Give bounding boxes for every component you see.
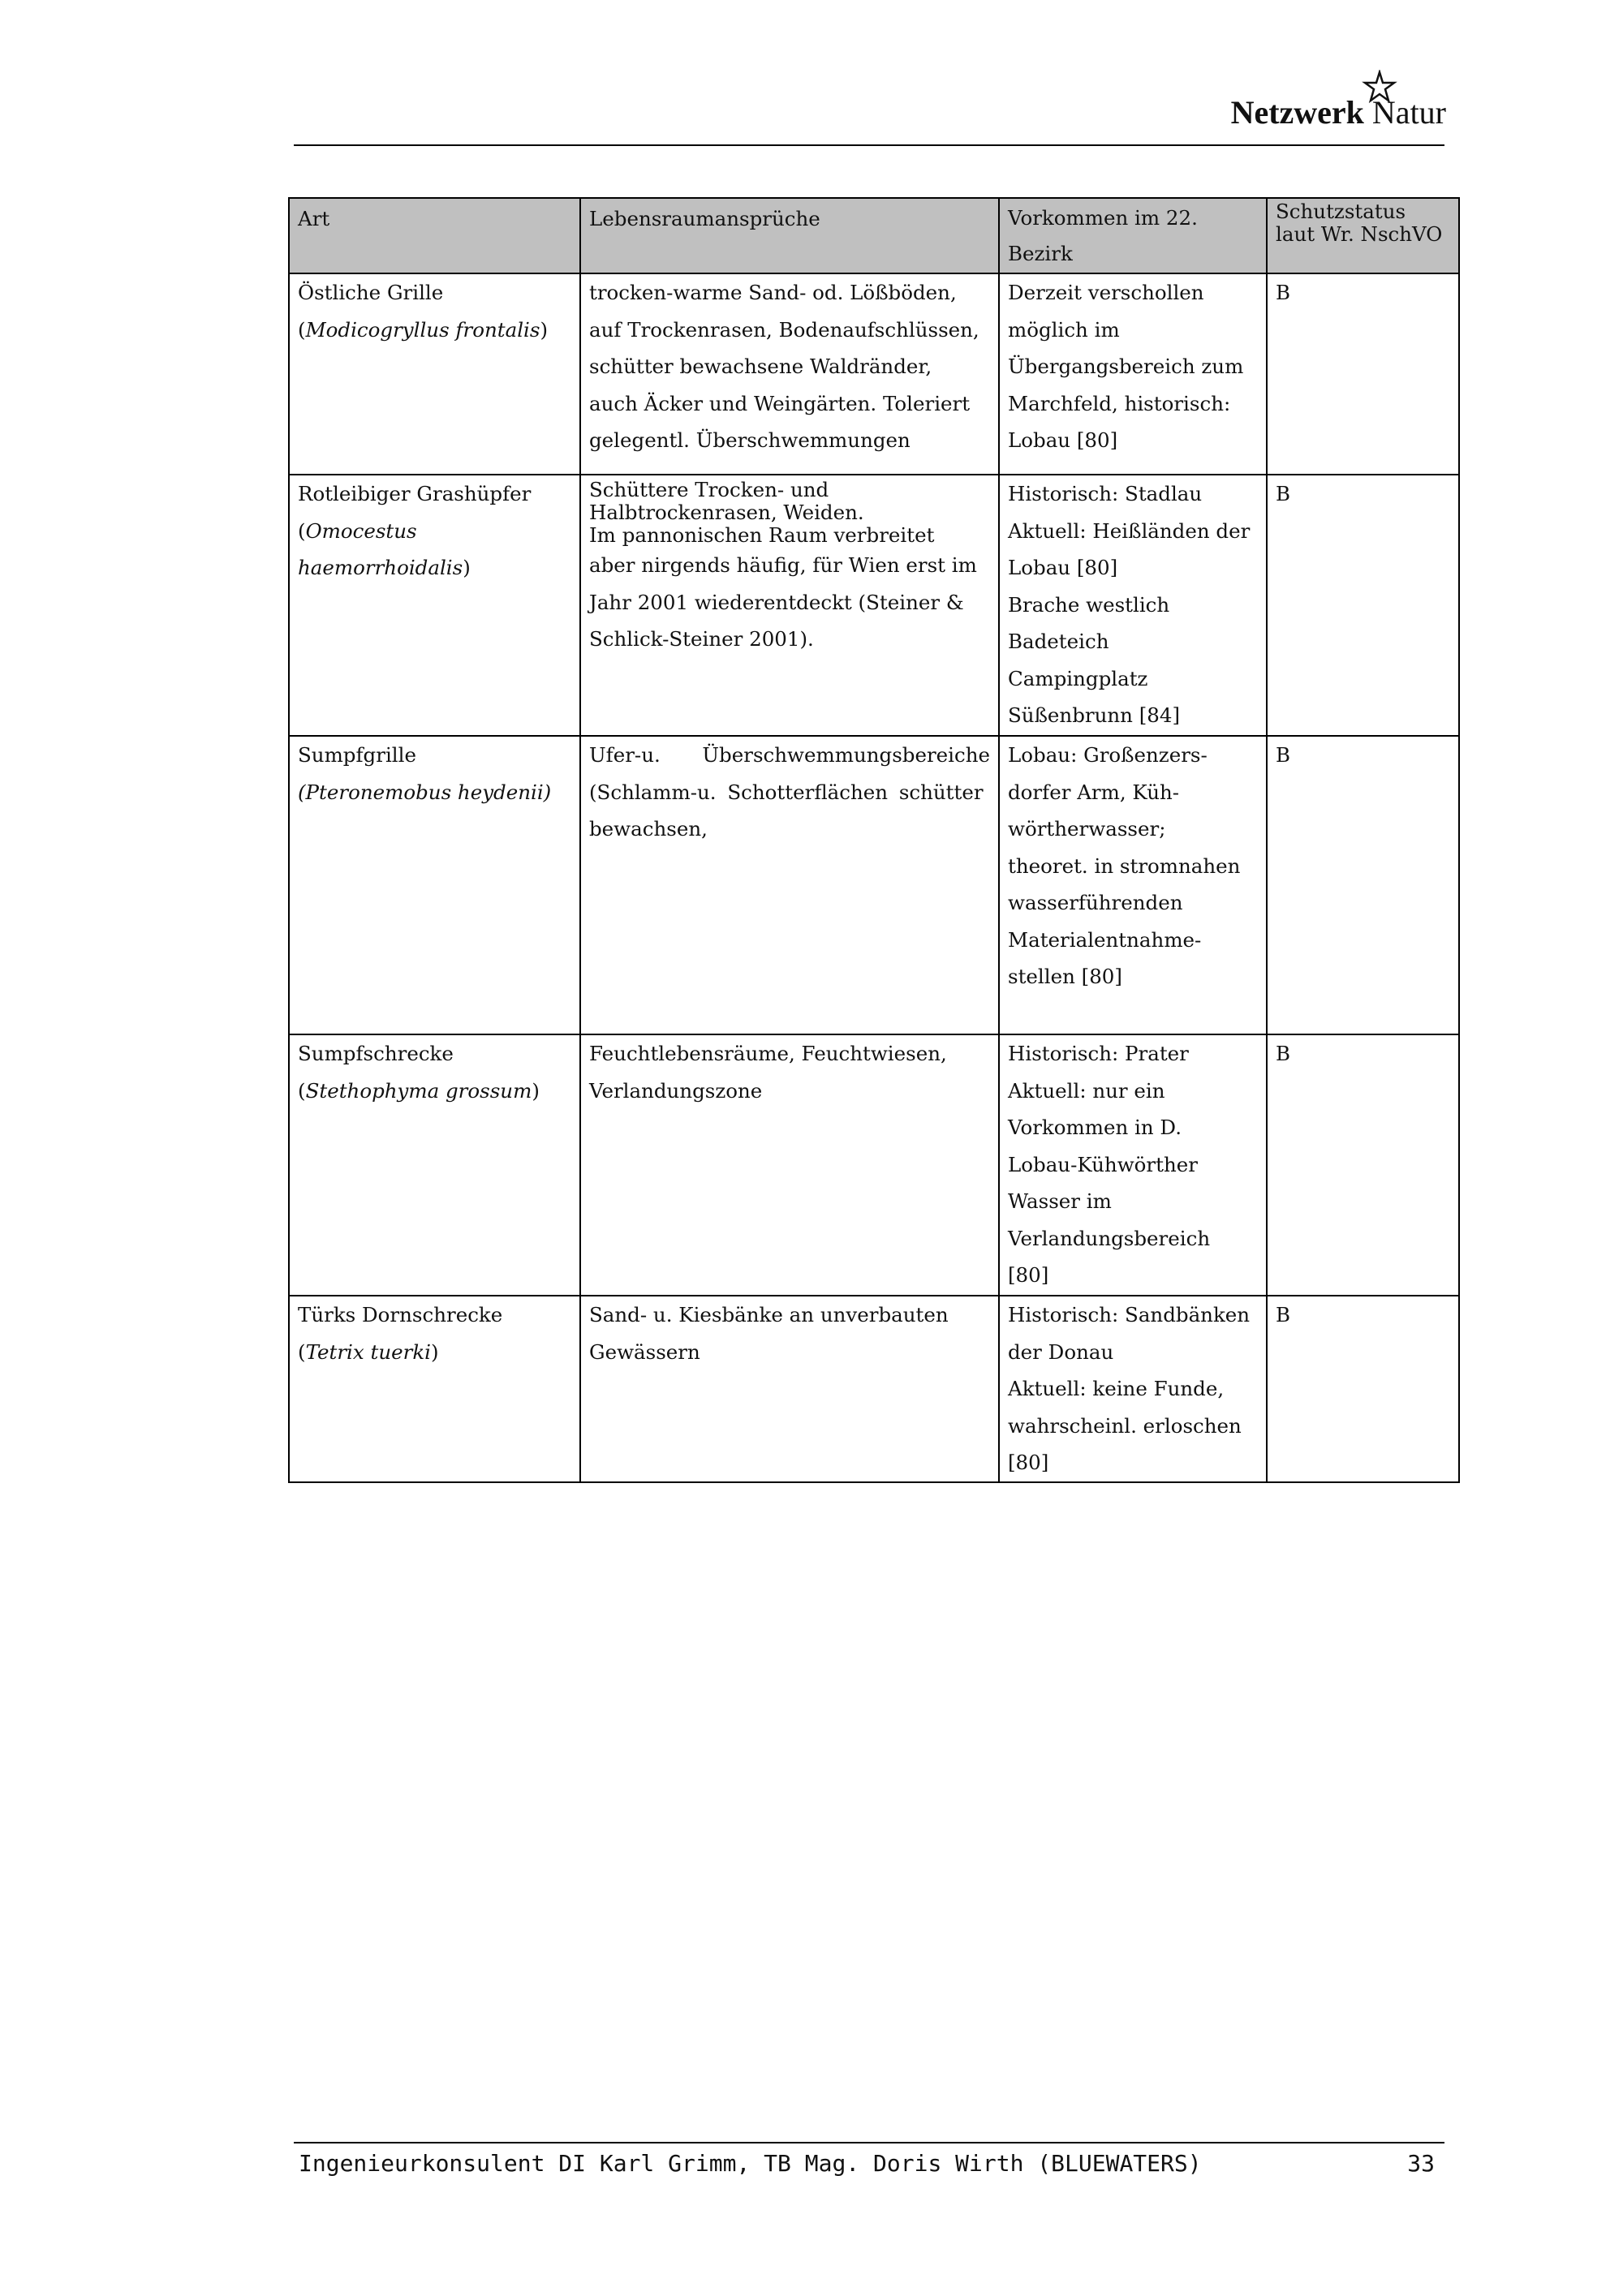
cell-status: B (1267, 736, 1459, 1034)
page-number: 33 (1407, 2150, 1435, 2177)
cell-vorkommen: Historisch: Stadlau Aktuell: Heißländen der Lobau [80] Brache westlich Badeteich Campingplatz Süßenbrunn [84] (999, 475, 1267, 736)
cell-lebensraum: trocken-warme Sand- od. Lößböden, auf Trockenrasen, Bodenaufschlüssen, schütter bewachsene Waldränder, auch Äcker und Weingärten. Toleriert gelegentl. Überschwemmungen (580, 273, 999, 475)
header-rule (294, 144, 1444, 146)
cell-status: B (1267, 1034, 1459, 1296)
header-art: Art (289, 198, 580, 273)
cell-art: Türks Dornschrecke (Tetrix tuerki) (289, 1296, 580, 1482)
header-schutzstatus: Schutzstatus laut Wr. NschVO (1267, 198, 1459, 273)
cell-status: B (1267, 1296, 1459, 1482)
header-lebensraum: Lebensraumansprüche (580, 198, 999, 273)
cell-lebensraum: Sand- u. Kiesbänke an unverbauten Gewässern (580, 1296, 999, 1482)
table-row (289, 1034, 1459, 1296)
cell-status: B (1267, 475, 1459, 736)
table-row (289, 1296, 1459, 1482)
logo (1209, 71, 1453, 136)
footer-text: Ingenieurkonsulent DI Karl Grimm, TB Mag. Doris Wirth (BLUEWATERS) (299, 2150, 1202, 2177)
cell-art: Rotleibiger Grashüpfer (Omocestus haemorrhoidalis) (289, 475, 580, 736)
cell-vorkommen: Historisch: Prater Aktuell: nur ein Vorkommen in D. Lobau-Kühwörther Wasser im Verlandungsbereich [80] (999, 1034, 1267, 1296)
cell-art: Sumpfgrille (Pteronemobus heydenii) (289, 736, 580, 1034)
cell-lebensraum: Feuchtlebensräume, Feuchtwiesen, Verlandungszone (580, 1034, 999, 1296)
logo-text: Netzwerk Natur (1230, 94, 1446, 131)
cell-vorkommen: Lobau: Großenzers- dorfer Arm, Küh- wörtherwasser; theoret. in stromnahen wasserführenden Materialentnahme- stellen [80] (999, 736, 1267, 1034)
footer (299, 2150, 1435, 2177)
species-table (288, 197, 1460, 1483)
cell-art: Sumpfschrecke (Stethophyma grossum) (289, 1034, 580, 1296)
cell-vorkommen: Derzeit verschollen möglich im Übergangsbereich zum Marchfeld, historisch: Lobau [80] (999, 273, 1267, 475)
cell-status: B (1267, 273, 1459, 475)
justified-line: (Schlamm-u. Schotterflächen schütter (589, 780, 984, 804)
table-row (289, 736, 1459, 1034)
table-row (289, 475, 1459, 736)
cell-art: Östliche Grille (Modicogryllus frontalis) (289, 273, 580, 475)
cell-vorkommen: Historisch: Sandbänken der Donau Aktuell: keine Funde, wahrscheinl. erloschen [80] (999, 1296, 1267, 1482)
cell-lebensraum: Ufer-u. Überschwemmungsbereiche (Schlamm-u. Schotterflächen schütter bewachsen, (580, 736, 999, 1034)
footer-rule (294, 2142, 1444, 2143)
cell-lebensraum: Schüttere Trocken- und Halbtrockenrasen, Weiden. Im pannonischen Raum verbreitet aber nirgends häufig, für Wien erst im Jahr 2001 wiederentdeckt (Steiner & Schlick-Steiner 2001). (580, 475, 999, 736)
table-row (289, 273, 1459, 475)
header-vorkommen: Vorkommen im 22. Bezirk (999, 198, 1267, 273)
table-header-row (289, 198, 1459, 273)
